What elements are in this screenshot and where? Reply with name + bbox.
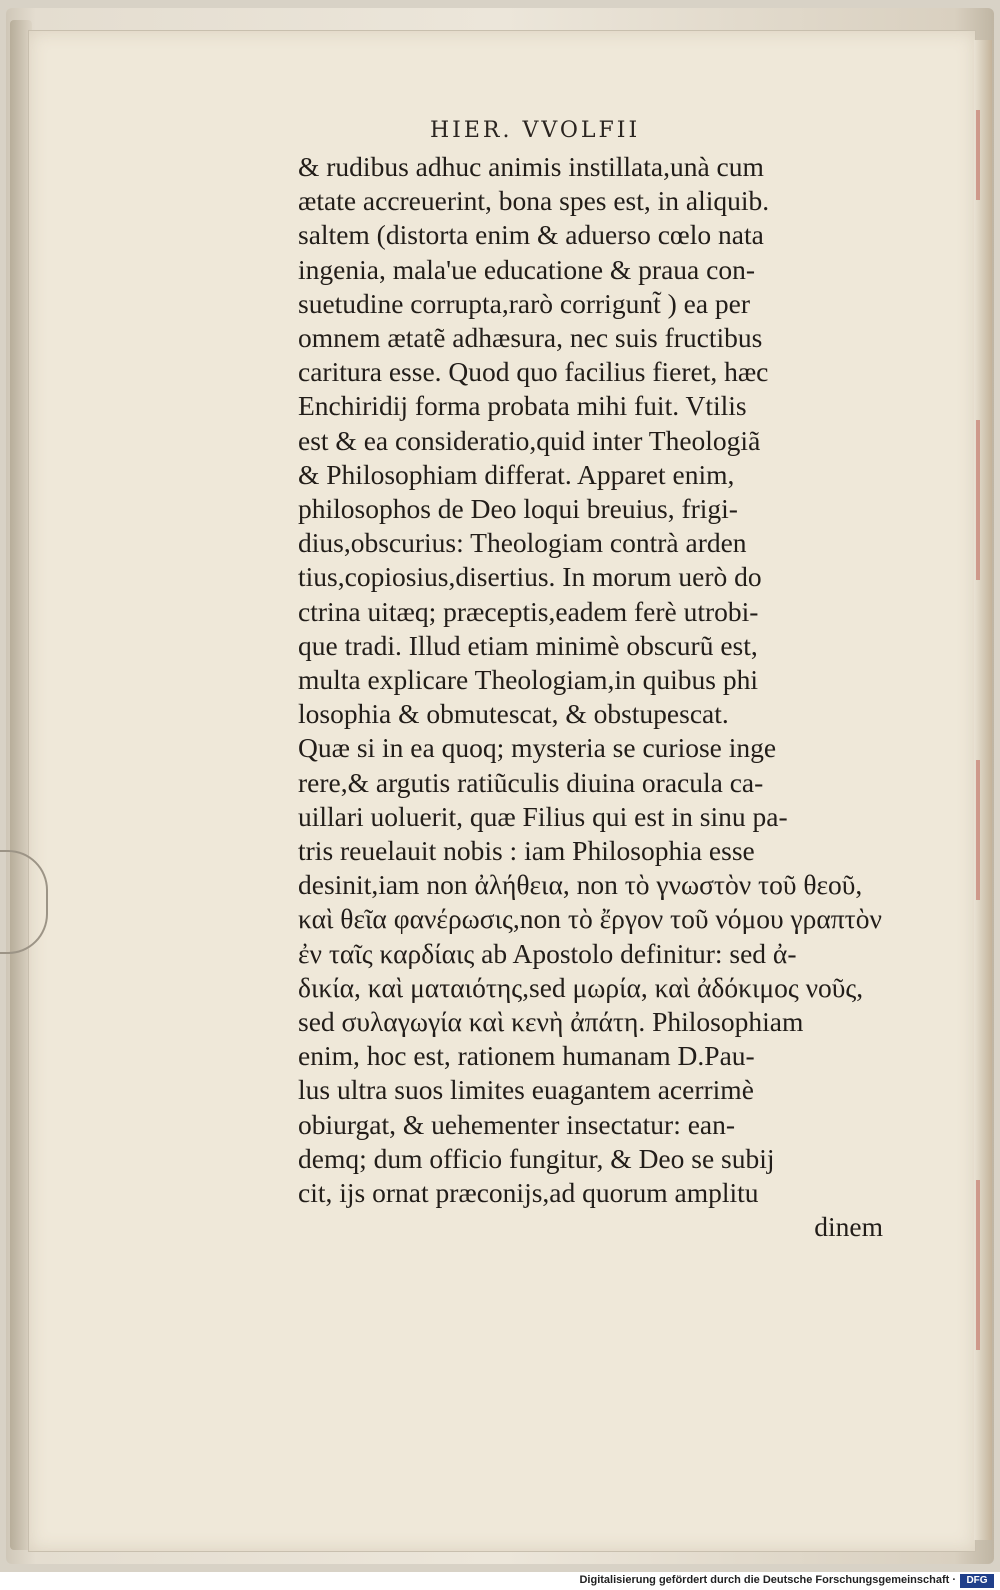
text-line: desinit,iam non ἀλήθεια, non τὸ γνωστὸν τοῦ θεοῦ,	[298, 869, 863, 901]
text-line: enim, hoc est, rationem humanam D.Pau-	[298, 1040, 755, 1072]
text-line: & Philosophiam differat. Apparet enim,	[298, 458, 735, 490]
text-line: sed συλαγωγία καὶ κενὴ ἀπάτη. Philosophiam	[298, 1006, 804, 1038]
text-line: ἐν ταῖς καρδίαις ab Apostolo definitur: sed ἀ-	[298, 937, 797, 969]
text-line: tris reuelauit nobis : iam Philosophia esse	[298, 835, 755, 867]
red-edge-mark	[976, 1180, 980, 1350]
text-line: est & ea consideratio,quid inter Theologiã	[298, 424, 761, 456]
digitization-credit: Digitalisierung gefördert durch die Deutsche Forschungsgemeinschaft ·	[579, 1574, 956, 1586]
text-line: lus ultra suos limites euagantem acerrimè	[298, 1074, 754, 1106]
text-line: suetudine corrupta,rarò corrigunt̃ ) ea per	[298, 287, 751, 319]
text-line: dius,obscurius: Theologiam contrà arden	[298, 527, 747, 559]
text-line: multa explicare Theologiam,in quibus phi	[298, 664, 759, 696]
text-line: Quæ si in ea quoq; mysteria se curiose inge	[298, 732, 777, 764]
catchword: dinem	[814, 1211, 883, 1243]
red-edge-mark	[976, 420, 980, 580]
text-line: omnem ætatẽ adhæsura, nec suis fructibus	[298, 322, 763, 354]
text-line: saltem (distorta enim & aduerso cœlo nata	[298, 219, 764, 251]
text-line: losophia & obmutescat, & obstupescat.	[298, 698, 729, 730]
text-line: que tradi. Illud etiam minimè obscurũ est,	[298, 629, 758, 661]
running-header: HIER. VVOLFII	[430, 118, 641, 143]
main-text-block	[298, 150, 883, 1245]
text-line: ætate accreuerint, bona spes est, in aliquib.	[298, 185, 770, 217]
text-line: demq; dum officio fungitur, & Deo se subij	[298, 1142, 775, 1174]
red-edge-mark	[976, 110, 980, 200]
text-line: obiurgat, & uehementer insectatur: ean-	[298, 1108, 736, 1140]
text-line: rere,& argutis ratiũculis diuina oracula ca-	[298, 766, 764, 798]
text-line: δικία, καὶ ματαιότης,sed μωρία, καὶ ἀδόκιμος νοῦς,	[298, 971, 864, 1003]
text-line: ingenia, mala'ue educatione & praua con-	[298, 253, 755, 285]
text-line: καὶ θεῖα φανέρωσις,non τὸ ἔργον τοῦ νόμου γραπτὸν	[298, 903, 882, 935]
text-line: Enchiridij forma probata mihi fuit. Vtilis	[298, 390, 747, 422]
text-line: caritura esse. Quod quo facilius fieret, hæc	[298, 356, 769, 388]
text-line: uillari uoluerit, quæ Filius qui est in sinu pa-	[298, 800, 788, 832]
text-line: tius,copiosius,disertius. In morum uerò do	[298, 561, 762, 593]
text-line: ctrina uitæq; præceptis,eadem ferè utrobi-	[298, 595, 759, 627]
text-line: & rudibus adhuc animis instillata,unà cum	[298, 151, 764, 182]
dfg-logo-icon: DFG	[960, 1574, 994, 1588]
text-line: cit, ijs ornat præconijs,ad quorum amplitu	[298, 1177, 759, 1209]
red-edge-mark	[976, 760, 980, 900]
text-line: philosophos de Deo loqui breuius, frigi-	[298, 493, 738, 525]
